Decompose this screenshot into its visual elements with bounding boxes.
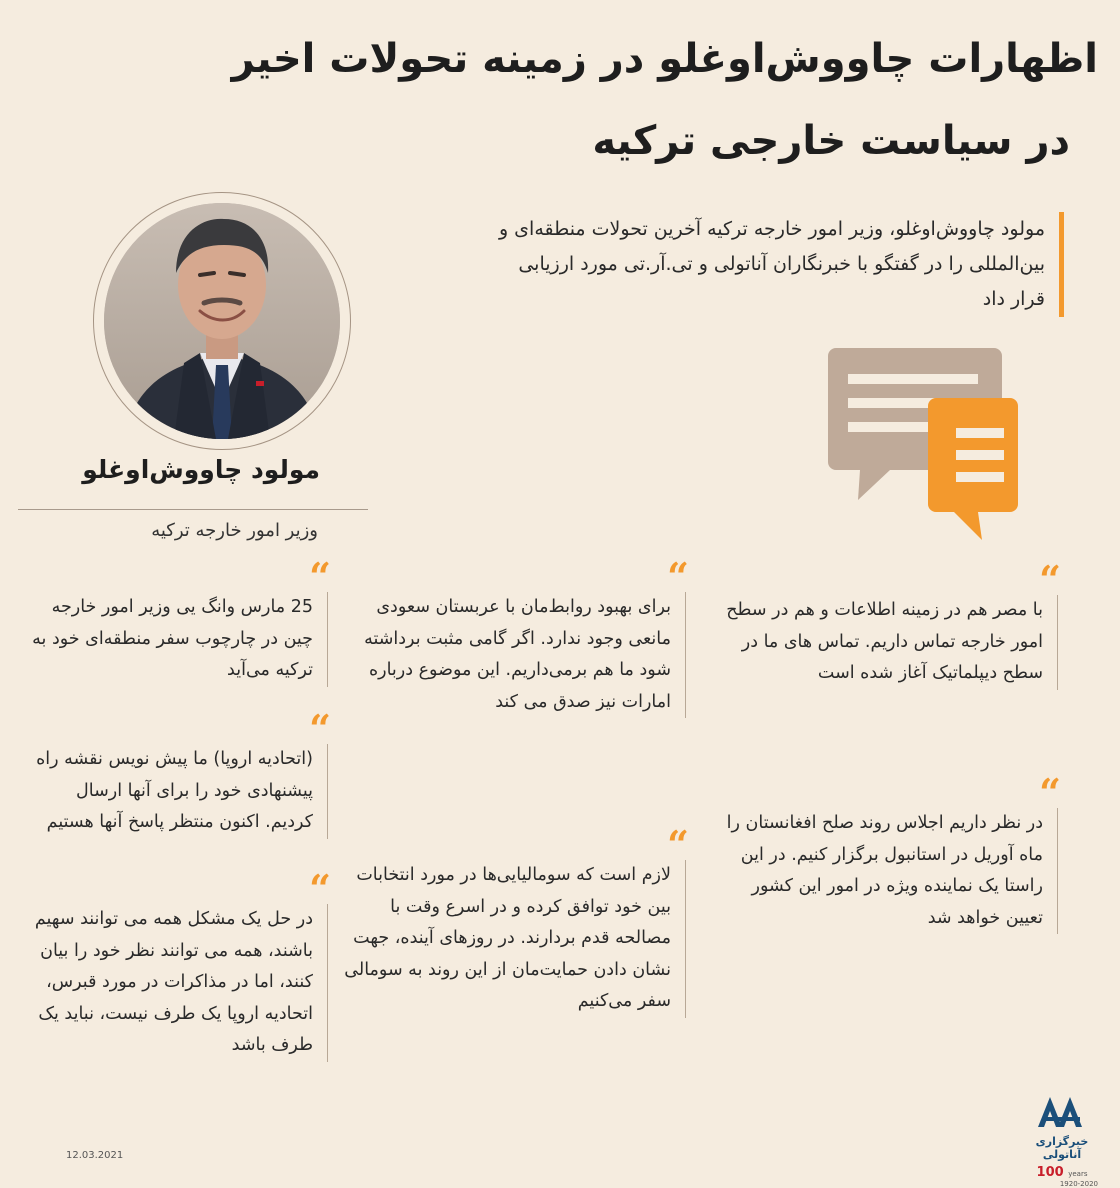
quote-mark-icon: “	[309, 706, 331, 751]
quote-text: برای بهبود روابط‌مان با عربستان سعودی مانعی وجود ندارد. اگر گامی مثبت برداشته شود ما هم برمی‌داریم. این موضوع درباره امارات نیز صدق می کند	[364, 597, 671, 712]
quote-eu-roadmap	[23, 706, 331, 839]
quote-mark-icon: “	[667, 554, 689, 599]
page-title	[98, 18, 1098, 182]
quote-mark-icon: “	[309, 866, 331, 911]
anniversary-number: 100	[1036, 1165, 1064, 1180]
publish-date: 12.03.2021	[66, 1150, 124, 1161]
title-line-1: اظهارات چاووش‌اوغلو در زمینه تحولات اخیر	[231, 36, 1098, 82]
title-line-2: در سیاست خارجی ترکیه	[592, 118, 1070, 164]
quote-mark-icon: “	[1039, 770, 1061, 815]
quote-mark-icon: “	[1039, 557, 1061, 602]
quote-text: در حل یک مشکل همه می توانند سهیم باشند، همه می توانند نظر خود را بیان کنند، اما در مذاکرات در مورد قبرس، اتحادیه اروپا یک طرف نیست، نباید یک طرف باشد	[34, 909, 313, 1055]
agency-name: خبرگزاری آناتولی	[1035, 1135, 1089, 1161]
quote-afghanistan	[723, 770, 1061, 934]
chat-bubbles-icon	[828, 344, 1018, 540]
intro-paragraph: مولود چاووش‌اوغلو، وزیر امور خارجه ترکیه آخرین تحولات منطقه‌ای و بین‌المللی را در گفتگو با خبرنگاران آناتولی و تی.آر.تی مورد ارزیابی قرار داد	[485, 212, 1064, 317]
name-divider	[18, 509, 368, 510]
person-photo-illustration	[104, 203, 340, 439]
agency-logo	[1022, 1093, 1102, 1188]
quote-saudi	[349, 554, 689, 718]
quote-mark-icon: “	[309, 554, 331, 599]
quote-somalia	[341, 822, 689, 1018]
anniversary-years-label: years	[1068, 1170, 1088, 1178]
quote-egypt	[723, 557, 1061, 690]
person-position: وزیر امور خارجه ترکیه	[151, 520, 318, 541]
quote-china	[23, 554, 331, 687]
quote-text: در نظر داریم اجلاس روند صلح افغانستان را ماه آوریل در استانبول برگزار کنیم. در این راستا یک نماینده ویژه در امور این کشور تعیین خواهد شد	[726, 813, 1043, 928]
quote-text: لازم است که سومالیایی‌ها در مورد انتخابات بین خود توافق کرده و در اسرع وقت با مصالحه قدم بردارند. در روزهای آینده، جهت نشان دادن حمایت‌مان از این روند به سومالی سفر می‌کنیم	[344, 865, 671, 1011]
quote-cyprus	[23, 866, 331, 1062]
anniversary-badge	[1022, 1165, 1102, 1180]
portrait-frame	[93, 192, 351, 450]
anniversary-range: 1920-2020	[1059, 1180, 1098, 1188]
quote-mark-icon: “	[667, 822, 689, 867]
quote-text: با مصر هم در زمینه اطلاعات و هم در سطح امور خارجه تماس داریم. تماس های ما در سطح دیپلماتیک آغاز شده است	[726, 600, 1043, 683]
quote-text: (اتحادیه اروپا) ما پیش نویس نقشه راه پیشنهادی خود را برای آنها ارسال کردیم. اکنون منتظر پاسخ آنها هستیم	[36, 749, 313, 832]
aa-logo-icon	[1034, 1093, 1090, 1129]
quote-text: 25 مارس وانگ یی وزیر امور خارجه چین در چارچوب سفر منطقه‌ای خود به ترکیه می‌آید	[32, 597, 313, 680]
person-name: مولود چاووش‌اوغلو	[82, 455, 320, 484]
portrait-photo	[104, 203, 340, 439]
